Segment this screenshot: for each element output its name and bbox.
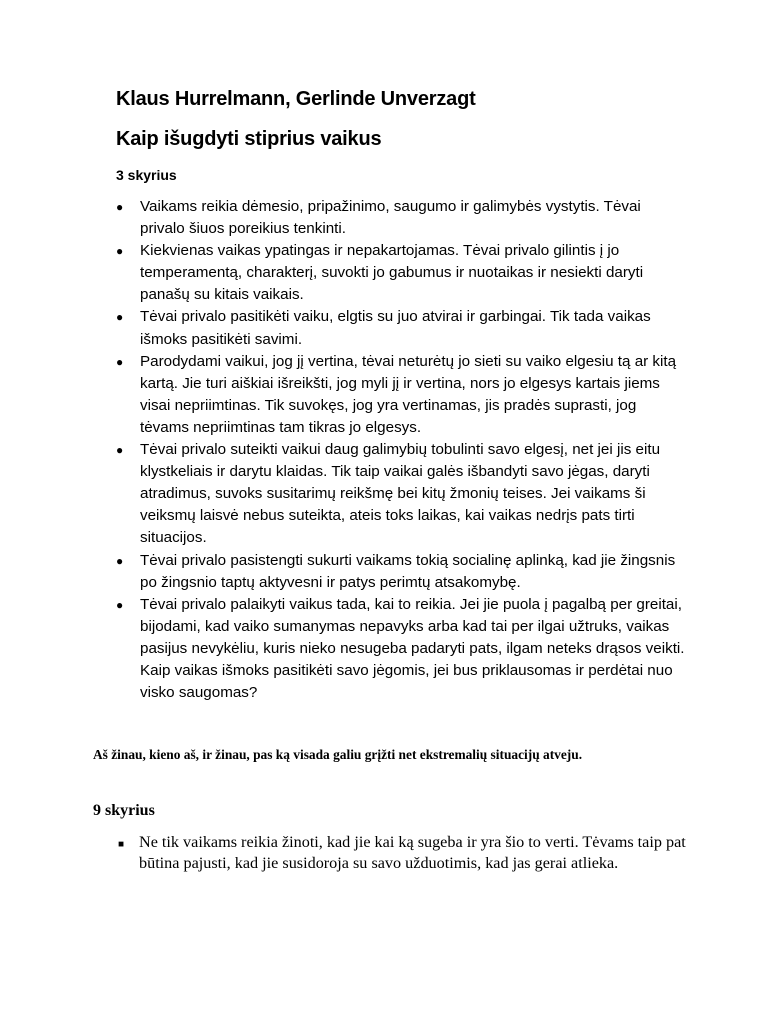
bullet-icon: ● <box>116 597 124 612</box>
book-title-heading: Kaip išugdyti stiprius vaikus <box>116 128 382 150</box>
quote-text: Aš žinau, kieno aš, ir žinau, pas ką visada galiu grįžti net ekstremalių situacijų atveju. <box>93 747 583 762</box>
list-item <box>116 439 686 549</box>
bullet-icon: ● <box>116 244 124 259</box>
list-item <box>116 351 686 439</box>
square-bullet-icon: ■ <box>118 839 125 850</box>
list-item <box>116 196 686 240</box>
list-item <box>116 240 686 306</box>
list-item-text: Ne tik vaikams reikia žinoti, kad jie kai ką sugeba ir yra šio to verti. Tėvams taip pat būtina pajusti, kad jie susidoroja su savo užduotimis, kad jas gerai atlieka. <box>139 833 686 872</box>
list-item-text: Vaikams reikia dėmesio, pripažinimo, saugumo ir galimybės vystytis. Tėvai privalo šiuos poreikius tenkinti. <box>140 198 641 238</box>
chapter-3-heading: 3 skyrius <box>116 167 177 183</box>
bullet-icon: ● <box>116 200 124 214</box>
list-item-text: Tėvai privalo suteikti vaikui daug galimybių tobulinti savo elgesį, net jei jis eitu klystkeliais ir darytu klaidas. Tik taip vaikai galės išbandyti savo jėgas, daryti atradimus, suvoks susitarimų reikšmę bei kitų žmonių teises. Jei vaikams ši veiksmų laisvė nebus suteikta, ateis toks laikas, kai vaikas nedrįs pats tirti situacijos. <box>140 441 661 547</box>
chapter-9-list <box>116 832 686 873</box>
list-item <box>116 832 686 873</box>
list-item-text: Tėvai privalo pasistengti sukurti vaikams tokią socialinę aplinką, kad jie žingsnis po žingsnio taptų aktyvesni ir patys perimtų atsakomybę. <box>140 551 676 591</box>
list-item-text: Parodydami vaikui, jog jį vertina, tėvai neturėtų jo sieti su vaiko elgesiu tą ar kitą kartą. Jie turi aiškiai išreikšti, jog myli jį ir vertina, nors jo elgesys kartais jiems visai nepriimtinas. Tik suvokęs, jog yra vertinamas, jis pradės suprasti, jog tėvams nepriimtinas tam tikras jo elgesys. <box>140 352 677 436</box>
list-item-text: Kiekvienas vaikas ypatingas ir nepakartojamas. Tėvai privalo gilintis į jo temperamentą, charakterį, suvokti jo gabumus ir nuotaikas ir nesiekti daryti panašų su kitais vaikais. <box>140 242 644 304</box>
list-item-text: Tėvai privalo palaikyti vaikus tada, kai to reikia. Jei jie puola į pagalbą per greitai, bijodami, kad vaiko sumanymas nepavyks arba kad tai per ilgai užtruks, vaikas pasijus nevykėliu, kuris nieko nesugeba padaryti pats, ilgam neteks drąsos veikti. Kaip vaikas išmoks pasitikėti savo jėgomis, jei bus priklausomas ir perdėtai nuo visko saugomas? <box>140 595 685 702</box>
bullet-icon: ● <box>116 310 124 325</box>
chapter-3-list <box>116 196 686 704</box>
list-item <box>116 550 686 594</box>
list-item <box>116 306 686 350</box>
list-item <box>116 594 686 704</box>
bullet-icon: ● <box>116 443 124 458</box>
bullet-icon: ● <box>116 553 124 568</box>
author-heading: Klaus Hurrelmann, Gerlinde Unverzagt <box>116 88 476 110</box>
list-item-text: Tėvai privalo pasitikėti vaiku, elgtis su juo atvirai ir garbingai. Tik tada vaikas išmoks pasitikėti savimi. <box>140 308 651 348</box>
chapter-9-heading: 9 skyrius <box>93 802 155 819</box>
bullet-icon: ● <box>116 354 124 369</box>
